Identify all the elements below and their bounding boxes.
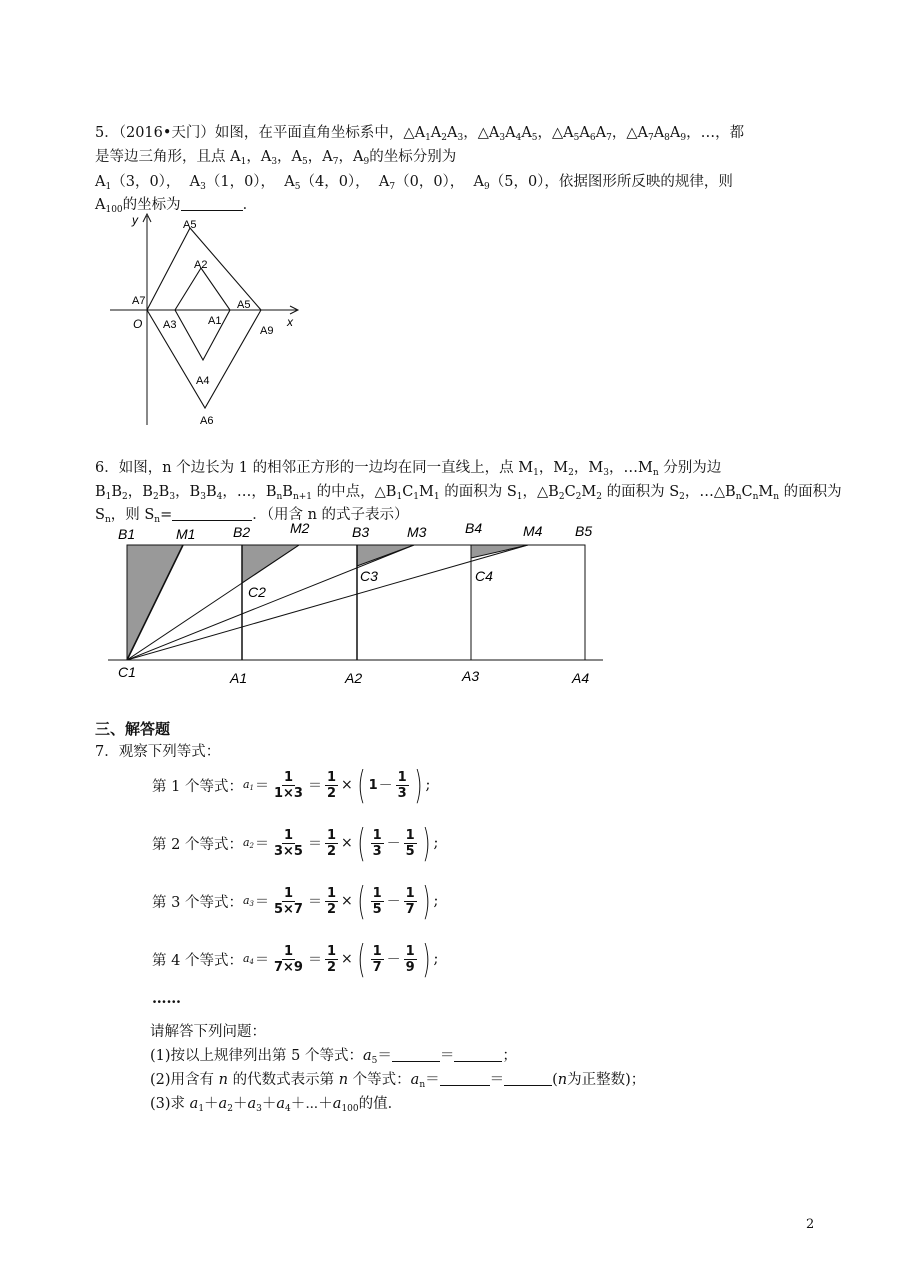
label-a9: A9 (260, 325, 274, 337)
label-c1: C1 (118, 664, 136, 680)
label-a2: A2 (194, 259, 208, 271)
q6-line3: $S_n$，则 $S_n=$ ．（用含 n 的式子表示） (95, 507, 409, 525)
origin-label: O (133, 317, 143, 331)
q5-figure (100, 210, 300, 435)
squares-outline (127, 545, 585, 660)
label-a3: A3 (462, 668, 480, 684)
label-b2: B2 (233, 524, 251, 540)
q5-line1: 5．（2016•天门）如图，在平面直角坐标系中，$\triangle A_1A_2A_3$，$\triangle A_3A_4A_5$，$\triangle A_5A_6A_7$，$\triangle A_7A_8A_9$，…，都 (95, 125, 745, 143)
label-a4: A4 (196, 375, 210, 387)
ray-c1-m4 (127, 545, 528, 660)
q7-part2: (2)用含有 n 的代数式表示第 n 个等式：$a_n= = (n$为正整数)； (150, 1072, 646, 1090)
q6-line1: 6．如图，n 个边长为 1 的相邻正方形的一边均在同一直线上，点 $M_1$，$M_2$，$M_3$，$\dots M_n$ 分别为边 (95, 460, 722, 478)
equation-2: 第 2 个等式： $a_2$ ＝ $\frac{1}{3\times 5}$ ＝ $\frac{1}{2}$ × ( $\frac{1}{3}$ － $\frac{1}{5}$ ) ; (152, 821, 439, 865)
equation-3: 第 3 个等式： $a_3$ ＝ $\frac{1}{5\times 7}$ ＝ $\frac{1}{2}$ × ( $\frac{1}{5}$ － $\frac{1}{7}$ ) ; (152, 879, 439, 923)
p2-blank-2[interactable] (504, 1072, 552, 1086)
label-c4: C4 (475, 568, 493, 584)
label-a5: A5 (237, 299, 251, 311)
label-a6: A6 (200, 415, 214, 427)
q7-intro: 7．观察下列等式： (95, 744, 221, 760)
q5-line3: $A_1(3$，0）， $A_3(1$，0）， $A_5(4$，0）， $A_7(0$，0）， $A_9(5$，0），依据图形所反映的规律，则 (95, 174, 733, 192)
label-m2: M2 (290, 520, 310, 536)
label-a4: A4 (572, 670, 590, 686)
y-label: y (132, 213, 138, 227)
p1-blank-2[interactable] (454, 1048, 502, 1062)
label-c3: C3 (360, 568, 378, 584)
section-heading: 三、解答题 (95, 720, 171, 738)
label-b3: B3 (352, 524, 370, 540)
label-a2: A2 (345, 670, 363, 686)
page-number: 2 (806, 1217, 815, 1232)
label-a3: A3 (163, 319, 177, 331)
equation-4: 第 4 个等式： $a_4$ ＝ $\frac{1}{7\times 9}$ ＝ $\frac{1}{2}$ × ( $\frac{1}{7}$ － $\frac{1}{9}$ ) ; (152, 937, 439, 981)
q7-part1: (1)按以上规律列出第 5 个等式：$a_5=$ ＝ ； (150, 1048, 517, 1066)
q5-line2: 是等边三角形，且点 $A_1$，$A_3$，$A_5$，$A_7$，$A_9$的坐标分别为 (95, 149, 457, 167)
label-b1: B1 (118, 526, 136, 542)
label-a1: A1 (208, 315, 222, 327)
ellipsis: …… (152, 990, 181, 1007)
label-a1: A1 (230, 670, 248, 686)
q5-answer-blank[interactable] (181, 197, 243, 211)
label-c2: C2 (248, 584, 266, 600)
q5-line4: $A_{100}$的坐标为 ． (95, 197, 258, 215)
label-a7: A7 (132, 295, 146, 307)
q6-line2: $B_1B_2$，$B_2B_3$，$B_3B_4$，…，$B_nB_{n+1}$ 的中点，$\triangle B_1C_1M_1$ 的面积为 $S_1$，$\triangle B_2C_2M_2$ 的面积为 $S_2$，$\dots\triangle B_nC_nM_n$ 的面积为 (95, 484, 842, 502)
label-m1: M1 (176, 526, 196, 542)
p2-blank-1[interactable] (440, 1072, 490, 1086)
label-m3: M3 (407, 524, 427, 540)
inner-rhombus (175, 268, 230, 360)
label-m4: M4 (523, 523, 543, 539)
x-label: x (287, 315, 293, 329)
q7-ask: 请解答下列问题： (150, 1024, 266, 1040)
p1-blank-1[interactable] (392, 1048, 440, 1062)
q6-figure (100, 515, 610, 695)
equation-1: 第 1 个等式： $a_1$ ＝ $\frac{1}{1\times 3}$ ＝ $\frac{1}{2}$ × ( 1 － $\frac{1}{3}$ ) ; (152, 763, 431, 807)
label-b5: B5 (575, 523, 593, 539)
label-b4: B4 (465, 520, 483, 536)
q7-part3: (3)求 $a_1+a_2+a_3+a_4+\cdots+a_{100}$的值． (150, 1096, 403, 1114)
label-a5-top: A5 (183, 219, 197, 231)
